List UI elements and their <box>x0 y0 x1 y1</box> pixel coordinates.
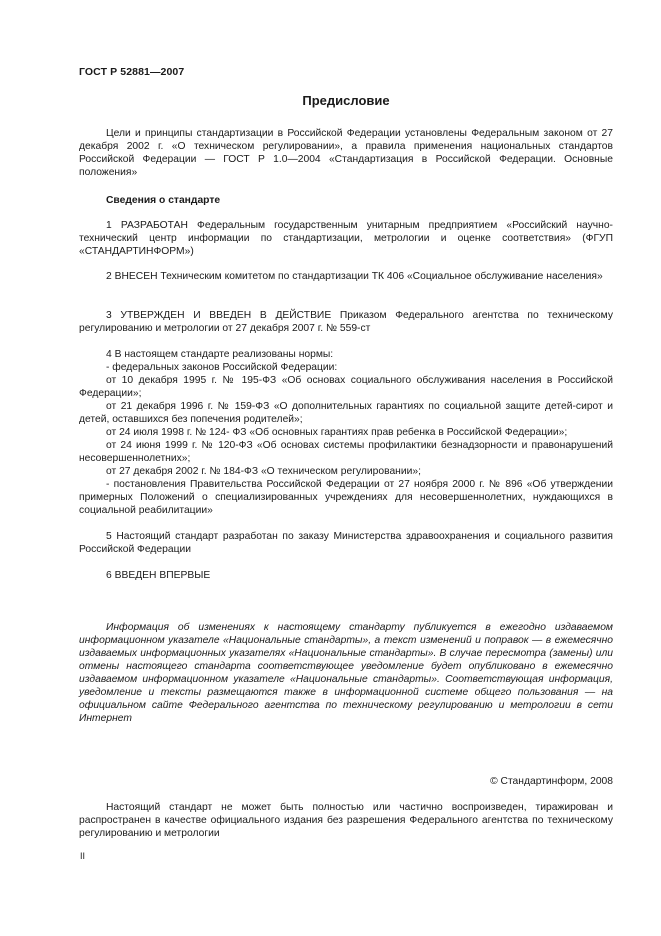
copyright: © Стандартинформ, 2008 <box>490 776 613 787</box>
item-1-section <box>79 219 613 258</box>
info-section <box>79 621 613 725</box>
item-4-title: 4 В настоящем стандарте реализованы нормы: <box>106 349 334 360</box>
item-1-paragraph: 1 РАЗРАБОТАН Федеральным государственным унитарным предприятием «Российский научно-технический центр информации по стандартизации, метрологии и оценке соответствия» (ФГУП «СТАНДАРТИНФОРМ») <box>79 220 613 257</box>
item-6-paragraph: 6 ВВЕДЕН ВПЕРВЫЕ <box>106 570 211 581</box>
reproduction-paragraph: Настоящий стандарт не может быть полностью или частично воспроизведен, тиражирован и распространен в качестве официального издания без разрешения Федерального агентства по техническому регулированию и метрологии <box>79 802 613 839</box>
page-number: II <box>80 851 86 861</box>
subheading-section <box>79 194 613 207</box>
section-subheading: Сведения о стандарте <box>106 195 221 206</box>
intro-paragraph: Цели и принципы стандартизации в Российской Федерации установлены Федеральным законом от 27 декабря 2002 г. «О техническом регулировании», а правила применения национальных стандартов Российской Федерации — ГОСТ Р 1.0—2004 «Стандартизация в Российской Федерации. Основные положения» <box>79 128 613 178</box>
item-2-section <box>79 270 613 283</box>
law-item: от 27 декабря 2002 г. № 184-ФЗ «О техническом регулировании»; <box>106 466 421 477</box>
item-2-paragraph: 2 ВНЕСЕН Техническим комитетом по стандартизации ТК 406 «Социальное обслуживание населения» <box>106 271 603 282</box>
law-item: от 21 декабря 1996 г. № 159-ФЗ «О дополнительных гарантиях по социальной защите детей-сирот и детей, оставшихся без попечения родителей»; <box>79 401 613 425</box>
reproduction-section <box>79 801 613 840</box>
page-title: Предисловие <box>302 93 390 108</box>
item-6-section <box>79 569 613 582</box>
law-item: от 10 декабря 1995 г. № 195-ФЗ «Об основах социального обслуживания населения в Российской Федерации»; <box>79 375 613 399</box>
item-3-section <box>79 309 613 335</box>
item-5-paragraph: 5 Настоящий стандарт разработан по заказу Министерства здравоохранения и социального развития Российской Федерации <box>79 531 613 555</box>
item-4-decree: - постановления Правительства Российской Федерации от 27 ноября 2000 г. № 896 «Об утверждении примерных Положений о специализированных учреждениях для несовершеннолетних, нуждающихся в социальной реабилитации» <box>79 479 613 516</box>
info-paragraph: Информация об изменениях к настоящему стандарту публикуется в ежегодно издаваемом информационном указателе «Национальные стандарты», а текст изменений и поправок — в ежемесячно издаваемых информационных указателях «Национальные стандарты». В случае пересмотра (замены) или отмены настоящего стандарта соответствующее уведомление будет опубликовано в ежемесячно издаваемом информационном указателе «Национальные стандарты». Соответствующая информация, уведомление и тексты размещаются также в информационной системе общего пользования — на официальном сайте Федерального агентства по техническому регулированию и метрологии в сети Интернет <box>79 622 613 724</box>
item-4-laws-title: - федеральных законов Российской Федерации: <box>106 362 338 373</box>
document-code: ГОСТ Р 52881—2007 <box>79 66 185 78</box>
item-3-paragraph: 3 УТВЕРЖДЕН И ВВЕДЕН В ДЕЙСТВИЕ Приказом Федерального агентства по техническому регулированию и метрологии от 27 декабря 2007 г. № 559-ст <box>79 310 613 334</box>
law-item: от 24 июня 1999 г. № 120-ФЗ «Об основах системы профилактики безнадзорности и правонарушений несовершеннолетних»; <box>79 440 613 464</box>
law-item: от 24 июля 1998 г. № 124- ФЗ «Об основных гарантиях прав ребенка в Российской Федерации»; <box>106 427 568 438</box>
item-5-section <box>79 530 613 556</box>
item-4-section <box>79 348 613 517</box>
intro-section <box>79 127 613 179</box>
